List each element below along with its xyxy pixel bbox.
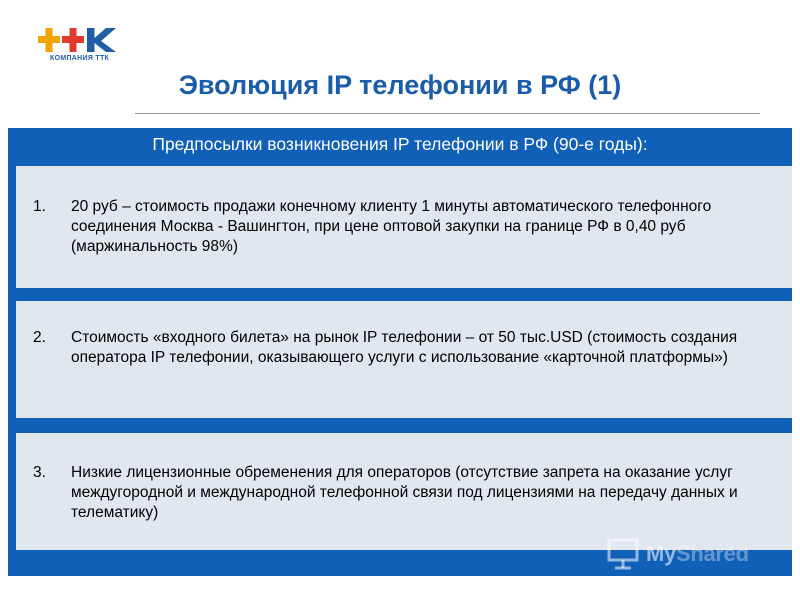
prerequisites-panel [8,128,792,576]
item-text: Стоимость «входного билета» на рынок IP телефонии – от 50 тыс.USD (стоимость создания оператора IP телефонии, оказывающего услуги с использование «карточной платформы») [71,329,738,366]
prerequisite-card-3 [16,433,792,550]
title-divider [135,113,760,114]
watermark-text-my: My [646,541,676,566]
item-number: 1. [33,198,46,215]
watermark-text [646,541,749,567]
item-text: 20 руб – стоимость продажи конечному клиенту 1 минуты автоматического телефонного соединения Москва - Вашингтон, при цене оптовой закупки на границе РФ в 0,40 руб (маржинальность 98%) [71,198,712,255]
list-item [33,328,748,368]
panel-heading: Предпосылки возникновения IP телефонии в РФ (90-е годы): [152,134,648,154]
page-title: Эволюция IP телефонии в РФ (1) [178,70,622,100]
prerequisite-card-2 [16,301,792,418]
item-number: 3. [33,464,46,481]
watermark-text-shared: Shared [675,541,749,566]
myshared-watermark [606,537,749,571]
list-item [33,197,748,257]
item-number: 2. [33,329,46,346]
list-item [33,463,748,523]
prerequisite-card-1 [16,166,792,288]
presentation-board-icon [606,537,640,571]
logo-caption: КОМПАНИЯ ТТК [50,55,110,62]
item-text: Низкие лицензионные обременения для операторов (отсутствие запрета на оказание услуг междугородной и международной телефонной связи под лицензиями на передачу данных и телематику) [71,464,738,521]
